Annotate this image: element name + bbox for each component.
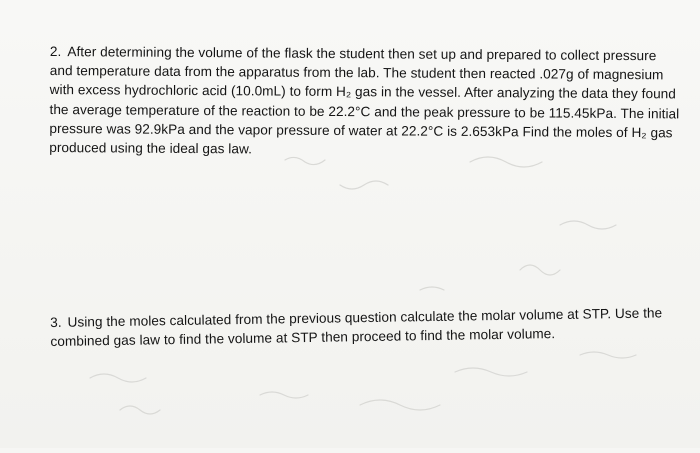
question-2 xyxy=(49,42,680,162)
question-line: combined gas law to find the volume at STP then proceed to find the molar volume. xyxy=(50,326,556,350)
question-text: Using the moles calculated from the previous question calculate the molar volume at STP. Use the xyxy=(67,305,663,330)
question-line: and temperature data from the apparatus from the lab. The student then reacted .027g of magnesium xyxy=(49,63,664,83)
question-line: with excess hydrochloric acid (10.0mL) to form H₂ gas in the vessel. After analyzing the data they found xyxy=(49,82,676,102)
question-line: the average temperature of the reaction to be 22.2°C and the peak pressure to be 115.45kPa. The initial xyxy=(49,101,680,122)
question-number: 3. xyxy=(50,314,62,330)
question-3 xyxy=(50,303,663,351)
question-text: After determining the volume of the flask the student then set up and prepared to collect pressure xyxy=(67,44,657,64)
question-line: pressure was 92.9kPa and the vapor pressure of water at 22.2°C is 2.653kPa Find the moles of H₂ gas xyxy=(49,120,673,141)
question-number: 2. xyxy=(49,43,62,60)
question-line: produced using the ideal gas law. xyxy=(49,140,252,157)
